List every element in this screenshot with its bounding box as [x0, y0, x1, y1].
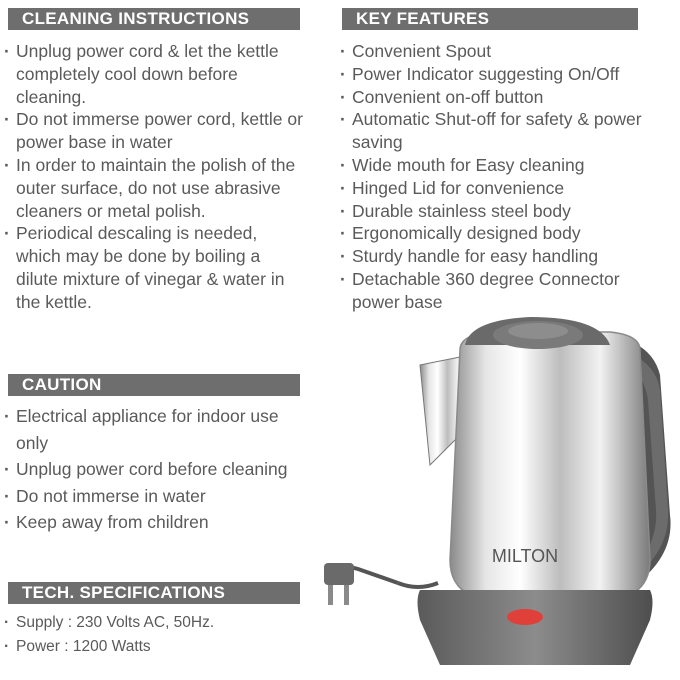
list-item: · In order to maintain the polish of the outer surface, do not use abrasive cleaners or metal polish.: [4, 154, 304, 222]
caution-header: CAUTION: [8, 374, 300, 396]
kettle-image: [310, 305, 680, 680]
caution-list: [4, 403, 304, 536]
list-item: · Periodical descaling is needed, which may be done by boiling a dilute mixture of vinegar & water in the kettle.: [4, 222, 304, 313]
tech-header: TECH. SPECIFICATIONS: [8, 582, 300, 604]
list-item: · Power Indicator suggesting On/Off: [340, 63, 650, 86]
list-item: · Convenient on-off button: [340, 86, 650, 109]
list-item: · Keep away from children: [4, 509, 304, 536]
list-item: · Unplug power cord & let the kettle completely cool down before cleaning.: [4, 40, 304, 108]
list-item: · Hinged Lid for convenience: [340, 177, 650, 200]
list-item: · Durable stainless steel body: [340, 200, 650, 223]
tech-list: [4, 611, 304, 659]
list-item: · Convenient Spout: [340, 40, 650, 63]
power-indicator-icon: [507, 609, 543, 625]
list-item: · Unplug power cord before cleaning: [4, 456, 304, 483]
list-item: · Sturdy handle for easy handling: [340, 245, 650, 268]
cleaning-header: CLEANING INSTRUCTIONS: [8, 8, 300, 30]
list-item: · Electrical appliance for indoor use only: [4, 403, 304, 456]
list-item: · Supply : 230 Volts AC, 50Hz.: [4, 611, 304, 635]
list-item: · Power : 1200 Watts: [4, 635, 304, 659]
list-item: · Do not immerse in water: [4, 483, 304, 510]
list-item: · Wide mouth for Easy cleaning: [340, 154, 650, 177]
brand-label: MILTON: [491, 546, 559, 566]
list-item: · Automatic Shut-off for safety & power saving: [340, 108, 650, 154]
features-header: KEY FEATURES: [342, 8, 638, 30]
list-item: · Ergonomically designed body: [340, 222, 650, 245]
features-list: [340, 40, 650, 314]
list-item: · Detachable 360 degree Connector power base: [340, 268, 650, 314]
cleaning-list: [4, 40, 304, 314]
list-item: · Do not immerse power cord, kettle or power base in water: [4, 108, 304, 154]
